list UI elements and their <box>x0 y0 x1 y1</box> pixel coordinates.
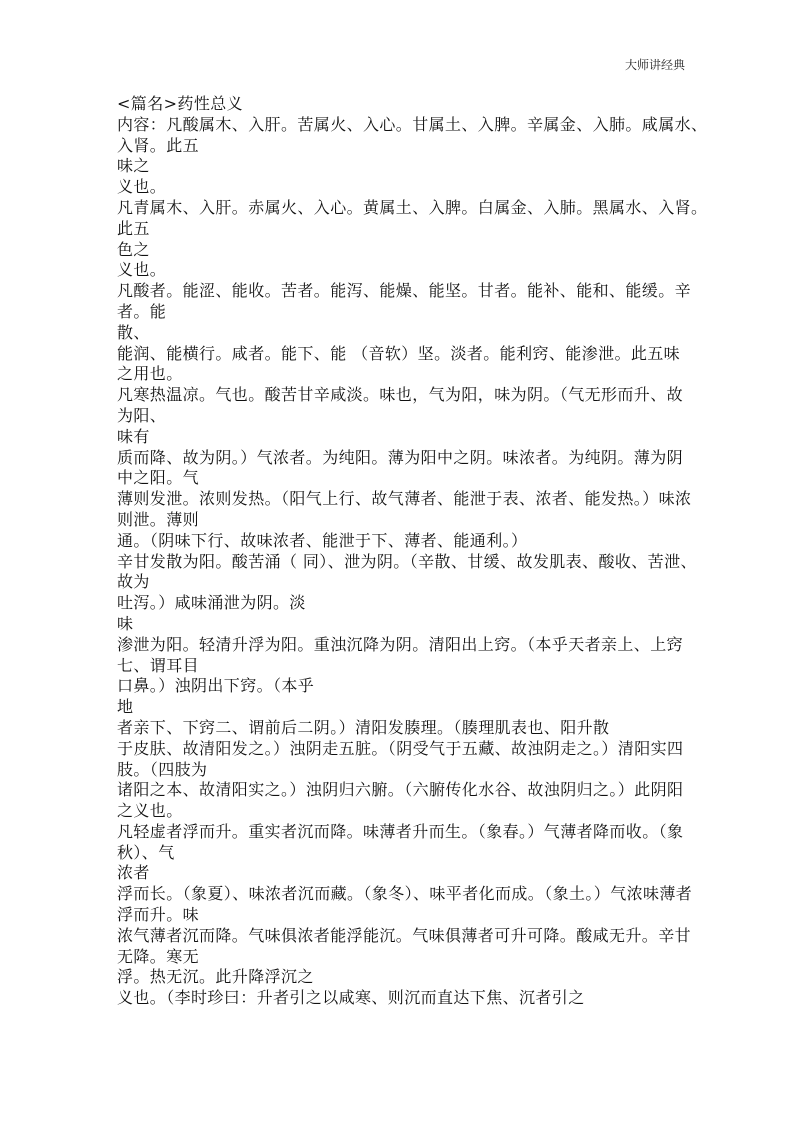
text-line: 辛甘发散为阳。酸苦涌（ 同）、泄为阴。（辛散、甘缓、故发肌表、酸收、苦泄、 <box>117 551 697 571</box>
text-line: 散、 <box>117 322 150 342</box>
text-line: 凡青属木、入肝。赤属火、入心。黄属土、入脾。白属金、入肺。黑属水、入肾。 <box>117 197 708 217</box>
text-line: 浮而长。（象夏）、味浓者沉而藏。（象冬）、味平者化而成。（象土。）气浓味薄者 <box>117 884 693 904</box>
text-line: 地 <box>117 697 134 717</box>
text-line: 之义也。 <box>117 801 183 821</box>
text-line: 诸阳之本、故清阳实之。）浊阴归六腑。（六腑传化水谷、故浊阴归之。）此阴阳 <box>117 780 684 800</box>
text-line: 质而降、故为阴。）气浓者。为纯阳。薄为阳中之阴。味浓者。为纯阴。薄为阴 <box>117 447 684 467</box>
text-line: 无降。寒无 <box>117 946 200 966</box>
text-line: 之用也。 <box>117 364 183 384</box>
text-line: 此五 <box>117 218 150 238</box>
text-line: 内容：凡酸属木、入肝。苦属火、入心。甘属土、入脾。辛属金、入肺。咸属水、 <box>117 114 708 134</box>
text-line: 凡寒热温凉。气也。酸苦甘辛咸淡。味也，气为阳，味为阴。（气无形而升、故 <box>117 385 684 405</box>
text-line: 者。能 <box>117 301 167 321</box>
document-body <box>117 94 708 1009</box>
text-line: 味有 <box>117 426 150 446</box>
text-line: 肢。（四肢为 <box>117 759 208 779</box>
text-line: 薄则发泄。浓则发热。（阳气上行、故气薄者、能泄于表、浓者、能发热。）味浓 <box>117 489 692 509</box>
text-line: 为阳、 <box>117 405 167 425</box>
text-line: 凡轻虚者浮而升。重实者沉而降。味薄者升而生。（象春。）气薄者降而收。（象 <box>117 821 684 841</box>
page-header-title: 大师讲经典 <box>624 58 685 72</box>
text-line: 能润、能横行。咸者。能下、能 （音软）坚。淡者。能利窍、能渗泄。此五味 <box>117 343 681 363</box>
text-line: 义也。 <box>117 177 167 197</box>
text-line: 者亲下、下窍二、谓前后二阴。）清阳发腠理。（腠理肌表也、阳升散 <box>117 717 610 737</box>
text-line: 吐泻。）咸味涌泄为阴。淡 <box>117 593 306 613</box>
text-line: 中之阳。气 <box>117 468 200 488</box>
text-line: 味之 <box>117 156 150 176</box>
text-line: 义也。 <box>117 260 167 280</box>
text-line: 渗泄为阳。轻清升浮为阳。重浊沉降为阴。清阳出上窍。（本乎天者亲上、上窍 <box>117 634 684 654</box>
section-title: <篇名>药性总义 <box>117 94 244 113</box>
text-line: 浓者 <box>117 863 150 883</box>
text-line: 浓气薄者沉而降。气味俱浓者能浮能沉。气味俱薄者可升可降。酸咸无升。辛甘 <box>117 925 692 945</box>
text-line: 浮。热无沉。此升降浮沉之 <box>117 967 314 987</box>
text-line: 七、谓耳目 <box>117 655 200 675</box>
text-line: 口鼻。）浊阴出下窍。（本乎 <box>117 676 315 696</box>
text-line: 故为 <box>117 572 150 592</box>
text-line: 于皮肤、故清阳发之。）浊阴走五脏。（阴受气于五藏、故浊阴走之。）清阳实四 <box>117 738 684 758</box>
text-line: 秋）、气 <box>117 842 175 862</box>
text-line: 浮而升。味 <box>117 905 200 925</box>
text-line: 义也。（李时珍曰：升者引之以咸寒、则沉而直达下焦、沉者引之 <box>117 988 585 1008</box>
text-line: 通。（阴味下行、故味浓者、能泄于下、薄者、能通利。） <box>117 530 528 550</box>
text-line: 则泄。薄则 <box>117 509 200 529</box>
text-line: 味 <box>117 613 134 633</box>
text-line: 色之 <box>117 239 150 259</box>
text-line: 入肾。此五 <box>117 135 200 155</box>
text-line: 凡酸者。能涩、能收。苦者。能泻、能燥、能坚。甘者。能补、能和、能缓。辛 <box>117 281 692 301</box>
